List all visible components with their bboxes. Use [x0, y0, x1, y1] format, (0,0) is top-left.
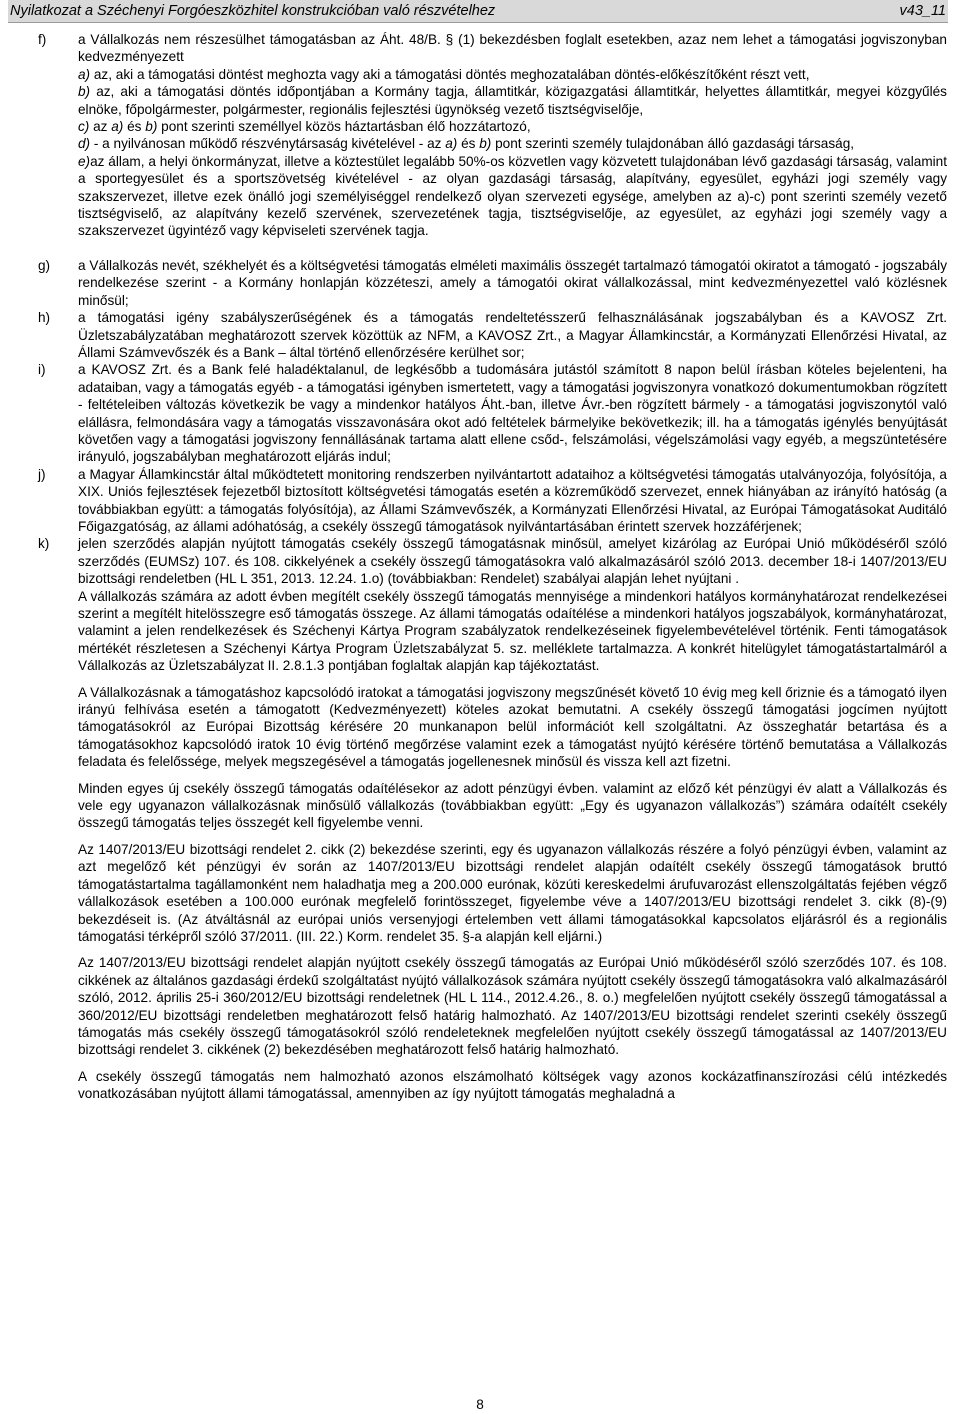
item-f-sub-e: e)az állam, a helyi önkormányzat, illetve a köztestület legalább 50%-os közvetlen vagy közvetett tulajdonában lévő gazdasági társaság, valamint a sportegyesület és a sportszövetség kivételével - az olyan gazdasági társaság, alapítvány, egyesület, egyházi jogi személy vagy szakszervezet, illetve ezek önálló jogi személyiséggel rendelkező olyan szervezeti egysége, amelyben az a)-c) pont szerinti személy vezető tisztségviselő, az alapítvány kezelő szervének, szervezetének tagja, tisztségviselője, az egyesület, az egyházi jogi személy vagy a szakszervezet ügyintéző vagy képviseleti szervének tagja. — [78, 153, 947, 239]
list-item-i — [38, 361, 947, 465]
list-item-g — [38, 257, 947, 309]
item-k-paragraph-2: A Vállalkozásnak a támogatáshoz kapcsolódó iratokat a támogatási jogviszony megszűnését követő 10 évig meg kell őriznie és a támogató ilyen irányú felhívása esetén a támogatott (Kedvezményezett) köteles azokat bemutatni. A csekély összegű támogatási jogcímen nyújtott támogatásokról az Európai Bizottság kérésére 20 munkanapon belül információt kell szolgáltatni. Az összeghatár betartása és a támogatásokhoz kapcsolódó iratok 10 évig történő megőrzése valamint ezek a támogatást nyújtó kérésére történő bemutatása a Vállalkozás feladata és felelőssége, melyek megszegésével a támogatás jogellenesnek minősül és vissza kell azt fizetni. — [78, 684, 947, 770]
item-k-intro: jelen szerződés alapján nyújtott támogatás csekély összegű támogatásnak minősül, amelyet kizárólag az Európai Unió működéséről szóló szerződés (EUMSz) 107. és 108. cikkelyének a csekély összegű támogatásokra való alkalmazásáról szóló 2013. december 18-i 1407/2013/EU bizottsági rendeletben (HL L 351, 2013. 12.24. 1.o) (továbbiakban: Rendelet) szabályai alapján lehet nyújtani . — [78, 536, 947, 587]
list-label: i) — [38, 362, 46, 378]
document-title: Nyilatkozat a Széchenyi Forgóeszközhitel konstrukcióban való részvételhez — [10, 3, 496, 19]
list-label: g) — [38, 257, 51, 273]
document-body — [38, 31, 947, 1103]
item-f-sub-a: a) az, aki a támogatási döntést meghozta vagy aki a támogatási döntés meghozatalában döntés-előkészítőként részt vett, — [78, 66, 810, 82]
list-label: j) — [38, 466, 46, 482]
item-f-sub-b: b) az, aki a támogatási döntés időpontjában a Kormány tagja, államtitkár, közigazgatási államtitkár, helyettes államtitkár, megyei közgyűlés elnöke, főpolgármester, polgármester, regionális fejlesztési ügynökség vezető tisztségviselője, — [78, 84, 947, 117]
document-version: v43_11 — [899, 3, 946, 19]
list-text: a támogatási igény szabályszerűségének és a támogatás rendeltetésszerű felhasználásának jogszabályban és a KAVOSZ Zrt. Üzletszabályzatában meghatározott szervek közöttük az NFM, a KAVOSZ Zrt., a Magyar Államkincstár, a Kormányzati Ellenőrzési Hivatal, az Állami Számvevőszék és a Bank – által történő ellenőrzésére kerülhet sor; — [78, 310, 947, 360]
page-header — [8, 0, 948, 23]
list-text: a Vállalkozás nevét, székhelyét és a költségvetési támogatás elméleti maximális összegét tartalmazó támogatói okiratot a támogató - jogszabály rendelkezése szerint - a Kormány honlapján közzéteszi, amely a támogatói okirat vállalkozással, mint kedvezményezettel való közlésnek minősül; — [78, 257, 947, 308]
list-item-j — [38, 466, 947, 536]
item-k-paragraph-1: A vállalkozás számára az adott évben megítélt csekély összegű támogatás mennyisége a mindenkori hatályos kormányhatározat rendelkezései szerint a megítélt hitelösszegre eső támogatás összege. Az állami támogatás odaítélése a mindenkori hatályos jogszabályok, kormányhatározat, valamint a jelen rendelkezések és Széchenyi Kártya Program szabályzatok rendelkezéseinek figyelembevételével történik. Fenti támogatások mértékét részletesen a Széchenyi Kártya Program Üzletszabályzat 5. sz. melléklete tartalmazza. A konkrét hitelügylet támogatástartalmáról a Vállalkozás az Üzletszabályzat II. 2.8.1.3 pontjában foglaltak alapján kap tájékoztatást. — [78, 588, 947, 674]
item-f-intro: a Vállalkozás nem részesülhet támogatásban az Áht. 48/B. § (1) bekezdésben foglalt esetekben, azaz nem lehet a támogatási jogviszonyban kedvezményezett — [78, 32, 947, 65]
list-item-h — [38, 309, 947, 361]
list-text — [78, 535, 947, 1102]
item-f-sub-d: d) - a nyilvánosan működő részvénytársaság kivételével - az a) és b) pont szerinti személy tulajdonában álló gazdasági társaság, — [78, 136, 855, 152]
list-label: h) — [38, 310, 51, 326]
item-k-paragraph-5: Az 1407/2013/EU bizottsági rendelet alapján nyújtott csekély összegű támogatás az Európai Unió működéséről szóló szerződés 107. és 108. cikkének az általános gazdasági érdekű szolgáltatást nyújtó vállalkozások számára nyújtott csekély összegű támogatásokra való alkalmazásáról szóló, 2012. április 25-i 360/2012/EU bizottsági rendeletnek (HL L 114., 2012.4.26., 8. o.) megfelelően nyújtott csekély összegű támogatással a 360/2012/EU bizottsági rendeletben meghatározott felső határig halmozható. Az 1407/2013/EU bizottsági rendelet szerinti csekély összegű támogatás más csekély összegű támogatásokról szóló rendeleteknek megfelelően nyújtott csekély összegű támogatással az 1407/2013/EU bizottsági rendelet 3. cikkének (2) bekezdésében meghatározott felső határig halmozható. — [78, 955, 947, 1058]
list-label: f) — [38, 32, 47, 47]
item-k-paragraph-4: Az 1407/2013/EU bizottsági rendelet 2. cikk (2) bekezdése szerinti, egy és ugyanazon vállalkozás részére a folyó pénzügyi évben, valamint az azt megelőző két pénzügyi év során az 1407/2013/EU bizottsági rendelet alapján odaítélt csekély összegű támogatások bruttó támogatástartalma tagállamonként nem haladhatja meg a 200.000 eurónak, közúti kereskedelmi árufuvarozást ellenszolgáltatás fejében végző vállalkozások esetében a 100.000 eurónak megfelelő forintösszeget, figyelembe véve a 1407/2013/EU bizottsági rendelet 3. cikk (8)-(9) bekezdéseit is. (Az átváltásnál az európai uniós versenyjogi értelemben vett állami támogatásokkal kapcsolatos eljárásról és a regionális támogatási térképről szóló 37/2011. (III. 22.) Korm. rendelet 35. §-a alapján kell eljárni.) — [78, 841, 947, 944]
list-item-k — [38, 535, 947, 1102]
item-k-paragraph-6: A csekély összegű támogatás nem halmozható azonos elszámolható költségek vagy azonos kockázatfinanszírozási célú intézkedés vonatkozásában nyújtott állami támogatással, amennyiben az így nyújtott támogatás meghaladná a — [78, 1068, 947, 1102]
list-text: a KAVOSZ Zrt. és a Bank felé haladéktalanul, de legkésőbb a tudomására jutástól számított 8 napon belül írásban köteles bejelenteni, ha adataiban, vagy a támogatás egyéb - a támogatási igényben ismertetett, vagy a támogatási jogviszonyra vonatkozó dokumentumokban rögzített - feltételeiben változás következik be vagy a mindenkor hatályos Áht.-ban, illetve Ávr.-ben rögzített bármely - a támogatási jogviszonytól való elállásra, felmondására vagy a támogatás visszavonására okot adó feltételek bármelyike bekövetkezik; ill. ha a támogatás igénylés benyújtását követően vagy a támogatási jogviszony fennállásának tartama alatt ellene csőd-, felszámolási, végelszámolási vagy egyéb, a megszüntetésére irányuló, jogszabályban meghatározott eljárás indul; — [78, 362, 947, 465]
page-number: 8 — [476, 1397, 484, 1412]
list-text — [78, 31, 947, 240]
list-text: a Magyar Államkincstár által működtetett monitoring rendszerben nyilvántartott adataihoz a költségvetési támogatás utalványozója, folyósítója, a XIX. Uniós fejlesztések fejezetből biztosított költségvetési támogatás esetén a közreműködő szervezet, ennek hiányában az irányító hatóság (a továbbiakban együtt: a támogatás folyósítója), az Állami Számvevőszék, a Kormányzati Ellenőrzési Hivatal, az Európai Támogatásokat Auditáló Főigazgatóság, az állami adóhatóság, a csekély összegű támogatások nyilvántartásában érintett szervek hozzáférjenek; — [78, 466, 947, 534]
item-f-sub-c: c) az a) és b) pont szerinti személlyel közös háztartásban élő hozzátartozó, — [78, 119, 531, 135]
list-item-f — [38, 31, 947, 240]
list-label: k) — [38, 536, 50, 552]
item-k-paragraph-3: Minden egyes új csekély összegű támogatás odaítélésekor az adott pénzügyi évben. valamint az előző két pénzügyi év alatt a Vállalkozás és vele egy ugyanazon vállalkozásnak minősülő vállalkozás (továbbiakban együtt: „Egy és ugyanazon vállalkozás”) számára odaítélt csekély összegű támogatás teljes összegét kell figyelembe venni. — [78, 780, 947, 831]
